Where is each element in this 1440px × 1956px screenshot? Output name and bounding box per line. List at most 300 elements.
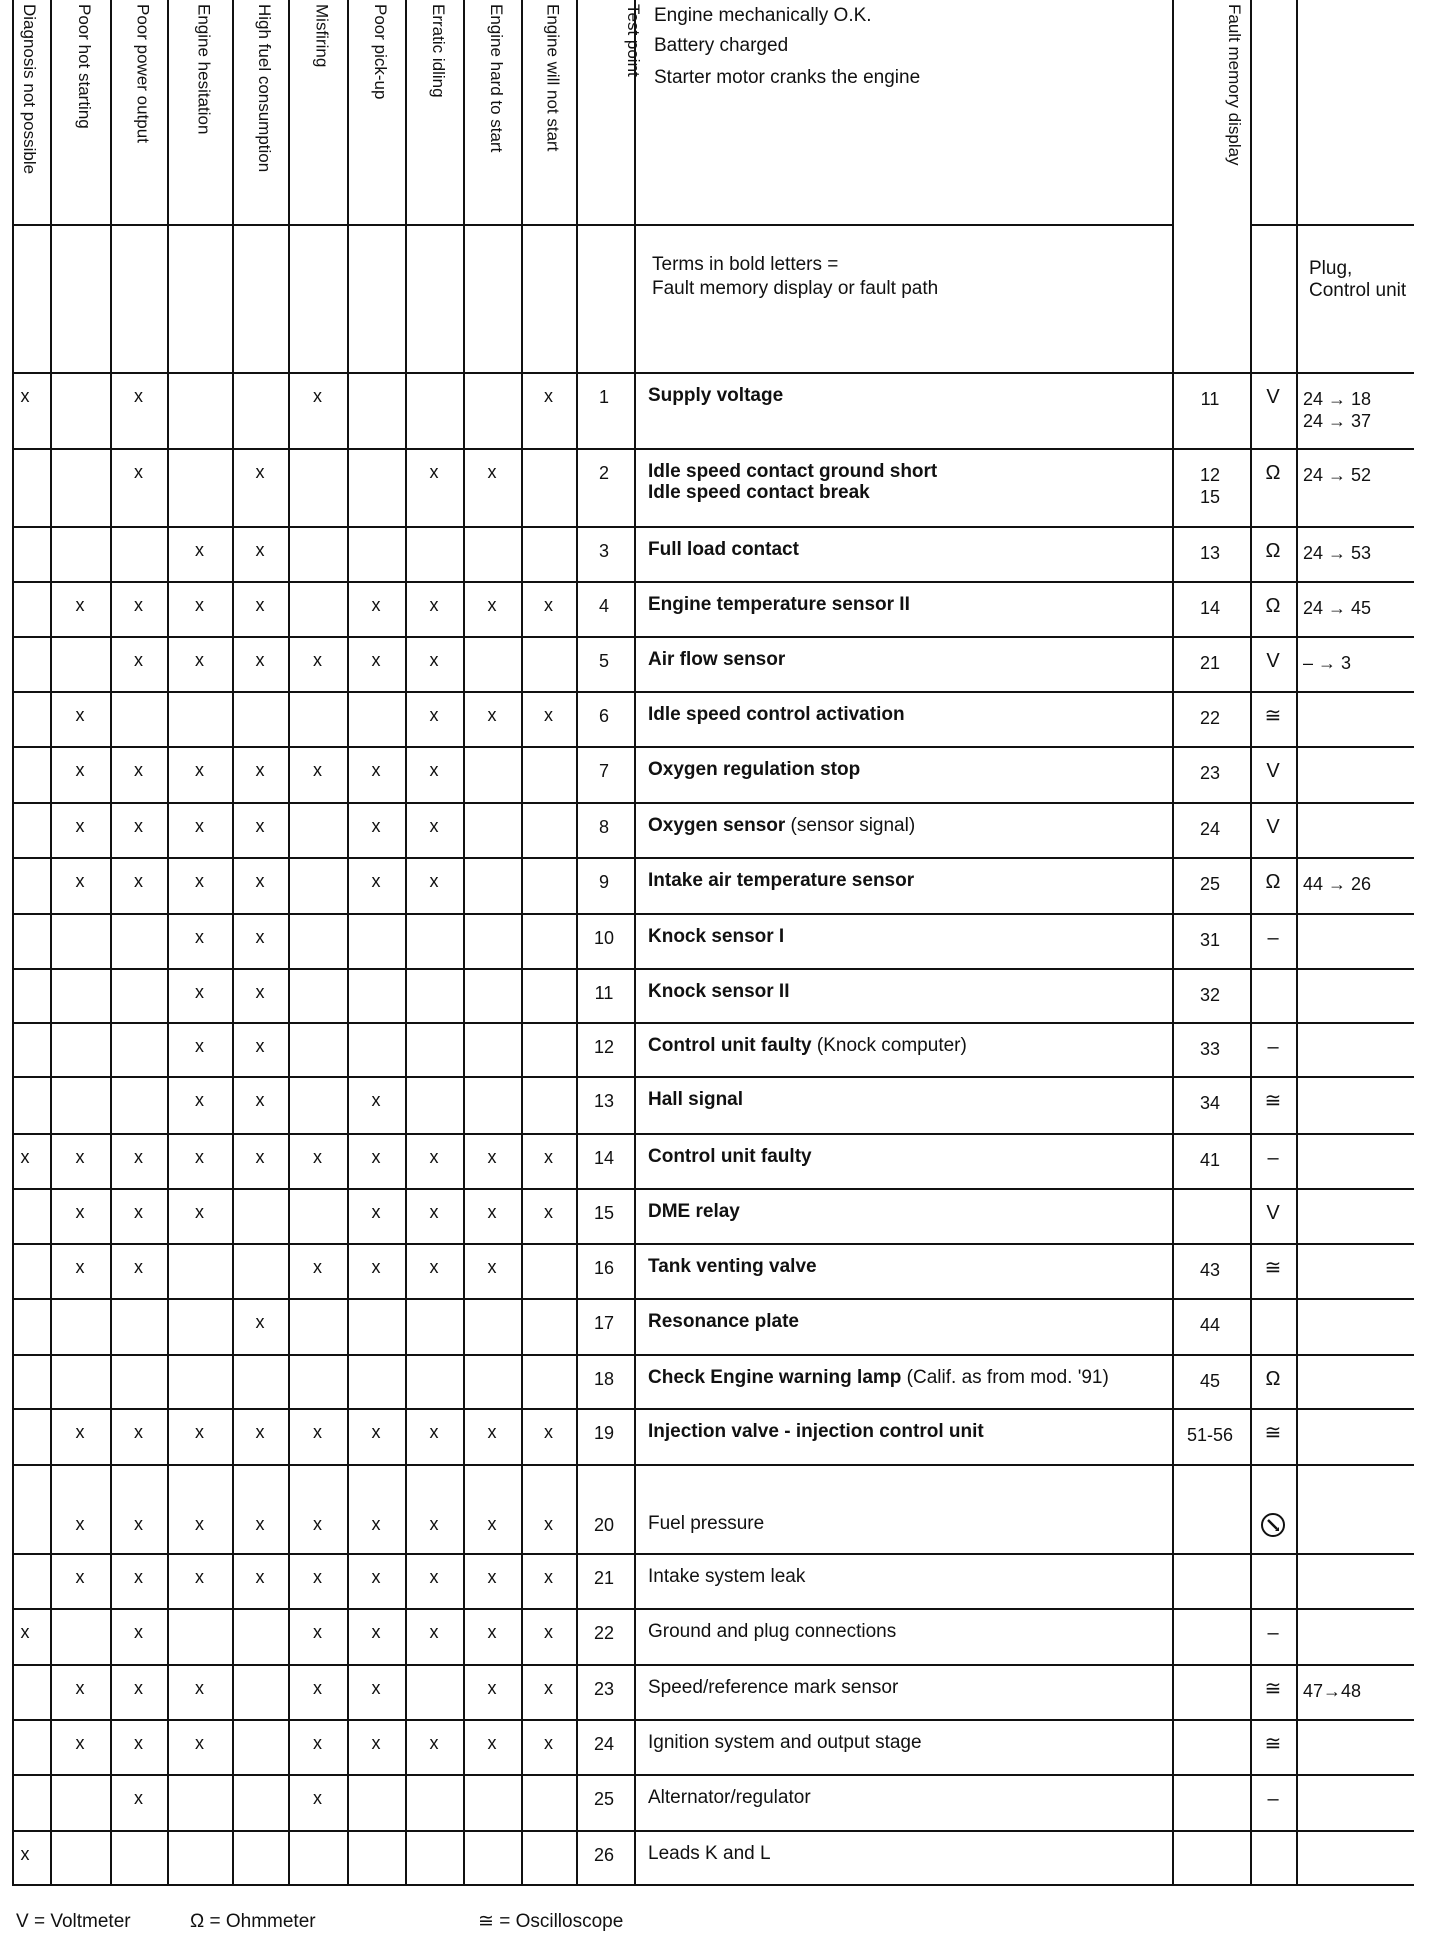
fault-memory-code (1172, 652, 1248, 674)
component-name (648, 759, 1168, 780)
row-divider (12, 1608, 1414, 1610)
symptom-mark: x (371, 1678, 381, 1698)
test-point-number: 18 (593, 1369, 615, 1389)
fault-memory-code (1172, 1038, 1248, 1060)
fault-memory-code (1172, 1259, 1248, 1281)
row-divider (12, 448, 1414, 450)
component-note: (Calif. as from mod. '91) (901, 1367, 1109, 1388)
symptom-mark: x (75, 1514, 85, 1534)
symptom-mark: x (134, 1147, 143, 1167)
test-instrument (1250, 1512, 1296, 1538)
plug-pins (1303, 873, 1435, 895)
fault-term: Check Engine warning lamp (648, 1367, 902, 1388)
symptom-heading: Diagnosis not possible (20, 4, 39, 175)
fault-memory-code (1172, 873, 1248, 895)
row-divider (12, 1830, 1414, 1832)
symptom-mark: x (75, 1147, 85, 1167)
symptom-mark: x (255, 540, 265, 560)
symptom-mark: x (371, 1147, 381, 1167)
test-point-number: 26 (593, 1845, 615, 1865)
plug-pins (1303, 464, 1435, 486)
symptom-mark: x (195, 1147, 204, 1167)
test-point-number: 14 (593, 1148, 615, 1168)
component-name (648, 1787, 1168, 1808)
test-point-number: 11 (594, 983, 614, 1003)
fault-memory-code (1172, 984, 1248, 1006)
symptom-mark: x (429, 1514, 439, 1534)
symptom-mark: x (487, 462, 497, 482)
test-instrument: Ω (1265, 871, 1281, 893)
symptom-mark: x (75, 871, 85, 891)
symptom-mark: x (371, 1090, 381, 1110)
symptom-mark: x (313, 1422, 322, 1442)
symptom-mark: x (134, 1622, 143, 1642)
symptom-mark: x (429, 1202, 439, 1222)
symptom-mark: x (313, 760, 322, 780)
symptom-mark: x (544, 1422, 553, 1442)
fault-memory-code (1172, 597, 1248, 619)
symptom-mark: x (255, 760, 265, 780)
symptom-mark: x (487, 1514, 497, 1534)
symptom-mark: x (20, 1844, 30, 1864)
fault-term: Oxygen sensor (648, 815, 786, 836)
plug-heading-1: Plug, (1309, 258, 1353, 279)
symptom-mark: x (313, 1147, 322, 1167)
symptom-mark: x (487, 705, 497, 725)
fault-code: 45 (1199, 1371, 1221, 1391)
symptom-mark: x (429, 1147, 439, 1167)
column-divider (110, 0, 112, 1884)
symptom-mark: x (429, 1622, 439, 1642)
symptom-mark: x (429, 462, 439, 482)
fault-code: 32 (1199, 985, 1221, 1005)
fault-term: Idle speed control activation (648, 704, 905, 725)
column-divider (634, 0, 636, 1884)
symptom-mark: x (429, 1733, 439, 1753)
fault-term: Injection valve - injection control unit (648, 1421, 984, 1442)
test-instrument: Ω (1265, 462, 1281, 484)
symptom-mark: x (429, 1257, 439, 1277)
symptom-mark: x (20, 1622, 30, 1642)
symptom-mark: x (544, 1147, 553, 1167)
prereq-3: Starter motor cranks the engine (654, 67, 921, 88)
component-name (648, 1621, 1168, 1642)
test-point-number: 2 (598, 463, 609, 483)
prereq-2: Battery charged (654, 35, 789, 56)
test-instrument: – (1267, 1036, 1279, 1058)
component-name (648, 704, 1168, 725)
fault-memory-code (1172, 1149, 1248, 1171)
component-name (648, 649, 1168, 670)
symptom-mark: x (313, 1257, 322, 1277)
component-note: Leads K and L (648, 1843, 771, 1864)
prereq-1: Engine mechanically O.K. (654, 5, 872, 26)
fault-term: Hall signal (648, 1089, 744, 1110)
row-divider (12, 802, 1414, 804)
test-point-number: 17 (593, 1313, 615, 1333)
test-instrument: – (1267, 1147, 1279, 1169)
column-divider (288, 0, 290, 1884)
test-instrument: ≅ (1264, 1678, 1282, 1700)
symptom-mark: x (195, 1036, 204, 1056)
component-name (648, 385, 1168, 406)
plug-path: 24 → 53 (1303, 543, 1372, 563)
fault-code: 33 (1199, 1039, 1221, 1059)
component-name (648, 461, 1168, 503)
component-name (648, 981, 1168, 1002)
fault-memory-code (1172, 762, 1248, 784)
test-instrument: V (1266, 650, 1280, 672)
fault-term: Full load contact (648, 539, 799, 560)
component-note: Intake system leak (648, 1566, 806, 1587)
component-name (648, 594, 1168, 615)
component-name (648, 1256, 1168, 1277)
symptom-mark: x (134, 1788, 143, 1808)
symptom-mark: x (371, 1422, 381, 1442)
symptom-mark: x (313, 650, 322, 670)
fault-term: Oxygen regulation stop (648, 759, 861, 780)
symptom-mark: x (134, 1202, 143, 1222)
symptom-mark: x (487, 1257, 497, 1277)
symptom-mark: x (75, 705, 85, 725)
row-divider (12, 1354, 1414, 1356)
symptom-mark: x (313, 1567, 322, 1587)
terms-note-1: Terms in bold letters = (652, 254, 839, 275)
test-point-number: 10 (593, 928, 615, 948)
fault-code: 23 (1199, 763, 1221, 783)
test-point-number: 21 (593, 1568, 615, 1588)
fault-code: 44 (1199, 1315, 1221, 1335)
component-name (648, 1566, 1168, 1587)
fault-code: 43 (1199, 1260, 1221, 1280)
row-divider (12, 1408, 1414, 1410)
row-divider (12, 1076, 1414, 1078)
fault-term: DME relay (648, 1201, 740, 1222)
fault-memory-code (1172, 1370, 1248, 1392)
test-point-number: 24 (593, 1734, 615, 1754)
symptom-heading: Engine will not start (543, 4, 563, 152)
test-point-number: 22 (593, 1623, 615, 1643)
test-point-number: 20 (593, 1515, 615, 1535)
symptom-mark: x (134, 1514, 143, 1534)
symptom-mark: x (487, 595, 497, 615)
symptom-mark: x (255, 816, 265, 836)
component-name (648, 539, 1168, 560)
fault-term: Idle speed contact ground short (648, 461, 938, 482)
symptom-mark: x (371, 760, 381, 780)
symptom-mark: x (134, 1257, 143, 1277)
row-divider (12, 1884, 1414, 1886)
column-divider (167, 0, 169, 1884)
row-divider (12, 913, 1414, 915)
symptom-mark: x (429, 595, 439, 615)
symptom-heading: Poor hot starting (75, 4, 94, 129)
plug-path: 44 → 26 (1303, 874, 1372, 894)
column-divider (521, 0, 523, 1884)
component-name (648, 870, 1168, 891)
test-point-number: 15 (593, 1203, 615, 1223)
component-name (648, 1035, 1168, 1056)
component-name (648, 1843, 1168, 1864)
symptom-mark: x (371, 1622, 381, 1642)
symptom-heading: Engine hard to start (487, 4, 506, 153)
fault-memory-code (1172, 1092, 1248, 1114)
component-note: Alternator/regulator (648, 1787, 811, 1808)
symptom-mark: x (429, 650, 439, 670)
symptom-mark: x (255, 1514, 265, 1534)
symptom-heading: Poor pick-up (371, 4, 390, 100)
fault-code: 15 (1199, 487, 1221, 507)
test-instrument: ≅ (1264, 1422, 1282, 1444)
header-divider (1296, 224, 1414, 226)
test-point-number: 13 (593, 1091, 615, 1111)
row-divider (12, 636, 1414, 638)
symptom-mark: x (255, 927, 265, 947)
test-instrument: V (1266, 760, 1280, 782)
test-instrument: Ω (1265, 595, 1281, 617)
symptom-mark: x (195, 650, 204, 670)
fault-term: Intake air temperature sensor (648, 870, 915, 891)
fault-term: Tank venting valve (648, 1256, 817, 1277)
plug-pins (1303, 542, 1435, 564)
row-divider (12, 526, 1414, 528)
plug-path: 47→48 (1303, 1681, 1362, 1701)
fault-memory-code (1172, 464, 1248, 508)
symptom-mark: x (134, 1678, 143, 1698)
test-instrument: ≅ (1264, 705, 1282, 727)
plug-path: 24 → 45 (1303, 598, 1372, 618)
symptom-mark: x (195, 982, 204, 1002)
symptom-mark: x (255, 982, 265, 1002)
fault-term: Knock sensor I (648, 926, 785, 947)
fault-memory-code (1172, 818, 1248, 840)
fault-code: 11 (1200, 389, 1220, 409)
symptom-mark: x (487, 1733, 497, 1753)
component-name (648, 1513, 1168, 1534)
plug-pins (1303, 652, 1435, 674)
symptom-mark: x (255, 1312, 265, 1332)
fault-code: 22 (1199, 708, 1221, 728)
row-divider (12, 1298, 1414, 1300)
row-divider (12, 968, 1414, 970)
symptom-mark: x (313, 1622, 322, 1642)
row-divider (12, 1133, 1414, 1135)
pressure-gauge-icon (1260, 1512, 1286, 1538)
plug-pins (1303, 1680, 1435, 1702)
symptom-mark: x (487, 1147, 497, 1167)
symptom-mark: x (255, 1090, 265, 1110)
symptom-mark: x (487, 1622, 497, 1642)
fault-memory-code (1172, 388, 1248, 410)
symptom-mark: x (255, 650, 265, 670)
symptom-mark: x (544, 1733, 553, 1753)
symptom-mark: x (313, 1788, 322, 1808)
symptom-mark: x (134, 595, 143, 615)
test-point-number: 1 (598, 387, 609, 407)
symptom-mark: x (75, 1202, 85, 1222)
symptom-mark: x (544, 1622, 553, 1642)
symptom-mark: x (134, 1567, 143, 1587)
symptom-mark: x (371, 1733, 381, 1753)
symptom-mark: x (195, 1567, 204, 1587)
symptom-mark: x (544, 1678, 553, 1698)
fault-term: Control unit faulty (648, 1035, 812, 1056)
test-instrument: – (1267, 1622, 1279, 1644)
fault-code: 31 (1199, 930, 1221, 950)
component-note: (sensor signal) (785, 815, 916, 836)
symptom-heading: Misfiring (312, 4, 332, 68)
symptom-mark: x (195, 1090, 204, 1110)
symptom-mark: x (75, 1733, 85, 1753)
symptom-mark: x (429, 1567, 439, 1587)
test-instrument: V (1266, 386, 1280, 408)
row-divider (12, 581, 1414, 583)
symptom-mark: x (544, 1202, 553, 1222)
symptom-mark: x (313, 1514, 322, 1534)
test-point-number: 16 (593, 1258, 615, 1278)
test-point-number: 4 (598, 596, 609, 616)
symptom-mark: x (255, 871, 265, 891)
test-point-number: 12 (593, 1037, 615, 1057)
test-instrument: ≅ (1264, 1090, 1282, 1112)
fault-code: 14 (1199, 598, 1221, 618)
fault-code: 25 (1199, 874, 1221, 894)
test-point-number: 9 (598, 872, 609, 892)
component-note: Ignition system and output stage (648, 1732, 922, 1753)
symptom-mark: x (195, 1202, 204, 1222)
symptom-mark: x (195, 1678, 204, 1698)
component-note: (Knock computer) (811, 1035, 967, 1056)
symptom-mark: x (134, 1733, 143, 1753)
symptom-mark: x (75, 1678, 85, 1698)
test-instrument: V (1266, 1202, 1280, 1224)
plug-heading-2: Control unit (1309, 280, 1407, 301)
symptom-mark: x (487, 1678, 497, 1698)
symptom-mark: x (75, 1567, 85, 1587)
test-point-number: 6 (598, 706, 609, 726)
symptom-mark: x (195, 1422, 204, 1442)
legend-ohmmeter: Ω = Ohmmeter (190, 1911, 316, 1932)
test-instrument: ≅ (1264, 1257, 1282, 1279)
symptom-mark: x (371, 1202, 381, 1222)
component-note: Fuel pressure (648, 1513, 765, 1534)
fault-memory-heading: Fault memory display (1225, 4, 1244, 166)
symptom-heading: Engine hesitation (194, 4, 214, 135)
fault-term: Resonance plate (648, 1311, 799, 1332)
symptom-mark: x (195, 1514, 204, 1534)
fault-memory-code (1172, 1424, 1248, 1446)
row-divider (12, 1664, 1414, 1666)
row-divider (12, 1774, 1414, 1776)
symptom-mark: x (20, 386, 30, 406)
symptom-mark: x (544, 1514, 553, 1534)
row-divider (12, 746, 1414, 748)
component-name (648, 1732, 1168, 1753)
symptom-mark: x (371, 1567, 381, 1587)
component-name (648, 1311, 1168, 1332)
symptom-mark: x (134, 386, 143, 406)
test-point-number: 23 (593, 1679, 615, 1699)
test-instrument: ≅ (1264, 1733, 1282, 1755)
test-instrument: – (1267, 1788, 1279, 1810)
header-divider (12, 224, 1172, 226)
symptom-mark: x (544, 595, 553, 615)
symptom-mark: x (429, 705, 439, 725)
legend-oscilloscope: ≅ = Oscilloscope (478, 1911, 624, 1932)
fault-memory-code (1172, 929, 1248, 951)
symptom-mark: x (255, 1422, 265, 1442)
row-divider (12, 1243, 1414, 1245)
terms-note-2: Fault memory display or fault path (652, 278, 939, 299)
test-instrument: Ω (1265, 540, 1281, 562)
plug-path: 24 → 52 (1303, 465, 1372, 485)
test-point-number: 19 (593, 1423, 615, 1443)
plug-path: 24 → 18 (1303, 389, 1372, 409)
component-name (648, 1089, 1168, 1110)
plug-pins (1303, 388, 1435, 432)
symptom-mark: x (371, 871, 381, 891)
fault-term: Supply voltage (648, 385, 784, 406)
fault-term: Engine temperature sensor II (648, 594, 910, 615)
column-divider (405, 0, 407, 1884)
symptom-mark: x (371, 595, 381, 615)
component-name (648, 815, 1168, 836)
fault-code: 51-56 (1186, 1425, 1234, 1445)
fault-code: 12 (1199, 465, 1221, 485)
symptom-mark: x (255, 1567, 265, 1587)
column-divider (463, 0, 465, 1884)
symptom-mark: x (195, 1733, 204, 1753)
column-divider (232, 0, 234, 1884)
symptom-mark: x (313, 386, 322, 406)
test-point-number: 25 (593, 1789, 615, 1809)
fault-code: 34 (1199, 1093, 1221, 1113)
symptom-mark: x (255, 1147, 265, 1167)
symptom-mark: x (429, 1422, 439, 1442)
symptom-mark: x (75, 1422, 85, 1442)
symptom-mark: x (255, 595, 265, 615)
symptom-mark: x (371, 650, 381, 670)
legend-voltmeter: V = Voltmeter (16, 1911, 131, 1932)
symptom-mark: x (195, 927, 204, 947)
symptom-mark: x (75, 760, 85, 780)
test-instrument: Ω (1265, 1368, 1281, 1390)
test-point-number: 7 (598, 761, 609, 781)
fault-code: 41 (1199, 1150, 1221, 1170)
column-divider (347, 0, 349, 1884)
symptom-mark: x (195, 595, 204, 615)
component-note: Speed/reference mark sensor (648, 1677, 899, 1698)
row-divider (12, 1188, 1414, 1190)
symptom-mark: x (134, 650, 143, 670)
symptom-heading: Erratic idling (429, 4, 448, 98)
symptom-mark: x (20, 1147, 30, 1167)
symptom-mark: x (134, 462, 143, 482)
test-point-number: 8 (598, 817, 609, 837)
fault-term: Control unit faulty (648, 1146, 812, 1167)
symptom-mark: x (544, 1567, 553, 1587)
fault-code: 24 (1199, 819, 1221, 839)
fault-code: 13 (1199, 543, 1221, 563)
symptom-mark: x (195, 540, 204, 560)
row-divider (12, 1022, 1414, 1024)
row-divider (12, 857, 1414, 859)
symptom-mark: x (75, 595, 85, 615)
symptom-mark: x (371, 1257, 381, 1277)
symptom-mark: x (544, 705, 553, 725)
component-name (648, 1201, 1168, 1222)
symptom-heading: Poor power output (133, 4, 153, 143)
